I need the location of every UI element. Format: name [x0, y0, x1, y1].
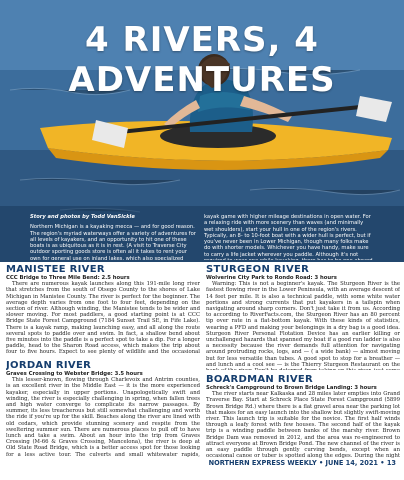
intro-right: kayak game with higher mileage destinations in open water. For a relaxing ride with more scenery than waves (and minimally wet shoulders), start your hull in one of the region's rivers. Typically, an 8- to 10-foot boat with a wider hull is perfect, but if you've never been in Lower Michigan, though many folks make do with shorter models. Whichever you have handy, make sure to carry a life jacket wherever you paddle. Although it's not [204, 214, 371, 258]
section-title: BOARDMAN RIVER [206, 374, 314, 385]
section-title: MANISTEE RIVER [6, 264, 105, 275]
section-title: STURGEON RIVER [206, 264, 310, 275]
sturgeon-section [206, 264, 400, 370]
intro-left [30, 214, 198, 260]
section-body: There are numerous kayak launches along this 191-mile long river that stretches from the south of Otsego County to the shores of Lake Michigan in Manistee County. The river is perfect for the beginner. The average depth varies from one foot to four feet, depending on the section of river. Although winding, the Manistee tends to be wider and slower moving. For most paddlers, a good starting point is at CCC Bridge State Forest Campground (7184 Sunset Trail SE, in Fife Lake). There is a kayak ramp, making launching easy, and all along the route several spots to paddle over and swim. In fact, a shallow bend about five minutes into the paddle is a perfect spot to take a dip. For a longer paddle, head to the Sharon Road access, which makes the trip about four to five hours. Expect to see plenty of wildlife and the occasional [6, 281, 200, 356]
section-title: JORDAN RIVER [6, 360, 92, 371]
manistee-section [6, 264, 200, 356]
section-subtitle: CCC Bridge to Three Mile Bend: 2.5 hours [6, 275, 130, 281]
section-body: Warning: This is not a beginner's kayak. The Sturgeon River is the fastest flowing river in the Lower Peninsula, with an average descent of 14 feet per mile. It is also a technical paddle, with some white water portions and strong currents that put kayakers in a tailspin when navigating around sharp corners. Don't just take it from us. According to according to RiverFacts.com, the Sturgeon River has an 80 percent tip over rate in a flat-bottom kayak. With these kinds of statistics, wearing a PFD and making your belongings in a dry bag is a good idea. Sturgeon River Personal Flotation Device has an earlier killing or unchallenged hazards that spanned my boat if a good run ladder is also a necessity because the river demands full attention for navigating around protruding rocks, logs, and — ( a wide bank) — almost moving but for less versatile than tubes. A good spot to stop for a breather — and lunch and a cool see — is the Thierry Sturgeon Restaurant on the [206, 281, 400, 368]
section-subtitle: Wolverine City Park to Rondo Road: 3 hours [206, 275, 337, 281]
boardman-section [206, 374, 400, 458]
section-body: This lesser-known, flowing through Charlevoix and Antrim counties, is an excellent river in the Middle East — it is the more experienced kayaker, especially in upper portions. Unapologetically swift and winding, the river is especially challenging in spring, when fallen trees and high water converge to complicate its narrow passages. By summer, its less treacherous but still somewhat challenging and worth the ride if you're up for the skill. Beaches along the river are lined with old cedars, which provide stunning scenery and respite from the sweltering summer sun. There are numerous places to pull off to have lunch and take a swim. About an hour into the trip from Graves Crossing (M-66 & Graves Crossing, Mancelona), the river is deep at Old State Road Bridge, which is a better access spot for those looking for a less active tour. The culverts and small whitewater rapids, [6, 377, 200, 458]
headline: 4 RIVERS, 4 ADVENTURES [68, 20, 336, 100]
section-body: The river starts near Kalkaska and 28 miles later empties into Grand Traverse Bay. Start at Schreck Place State Forest Campground (5899 Brown Bridge Rd.) where there is a flat gravel area near the parking lot that makes for an easy launch into the shallow but slightly swift-moving river. This launch trip is suitable for the novice. The first half winds through a leafy forest with few houses. The second half of the kayak trip is a winding paddle between banks of the marshy river. Brown Bridge Dam was removed in 2012, and the area was re-engineered to attract everyone at Brown Bridge Pond. The new channel of the river is an easy paddle through gently curving bends, except when an occasional canoe or tuber is spotted along the edges. During the night [206, 391, 400, 458]
page-footer: NORTHERN EXPRESS WEEKLY • JUNE 14, 2021 • 13 [208, 459, 396, 467]
section-subtitle: Schreck's Campground to Brown Bridge Landing: 3 hours [206, 385, 377, 391]
jordan-section [6, 360, 200, 458]
byline: Story and photos by Todd VanSickle [30, 214, 135, 220]
intro-text-left: Northern Michigan is a kayaking mecca — and for good reason. The region's myriad waterways offer a variety of adventures for all levels of kayakers, and an opportunity to hit one of these boats is as ubiquitous as it is in rest. (A visit to Traverse City outdoor sporting goods store is often all it takes to rent your own for general use on inland lakes, which also specialized [30, 224, 196, 260]
section-subtitle: Graves Crossing to Webster Bridge: 3.5 hours [6, 371, 143, 377]
